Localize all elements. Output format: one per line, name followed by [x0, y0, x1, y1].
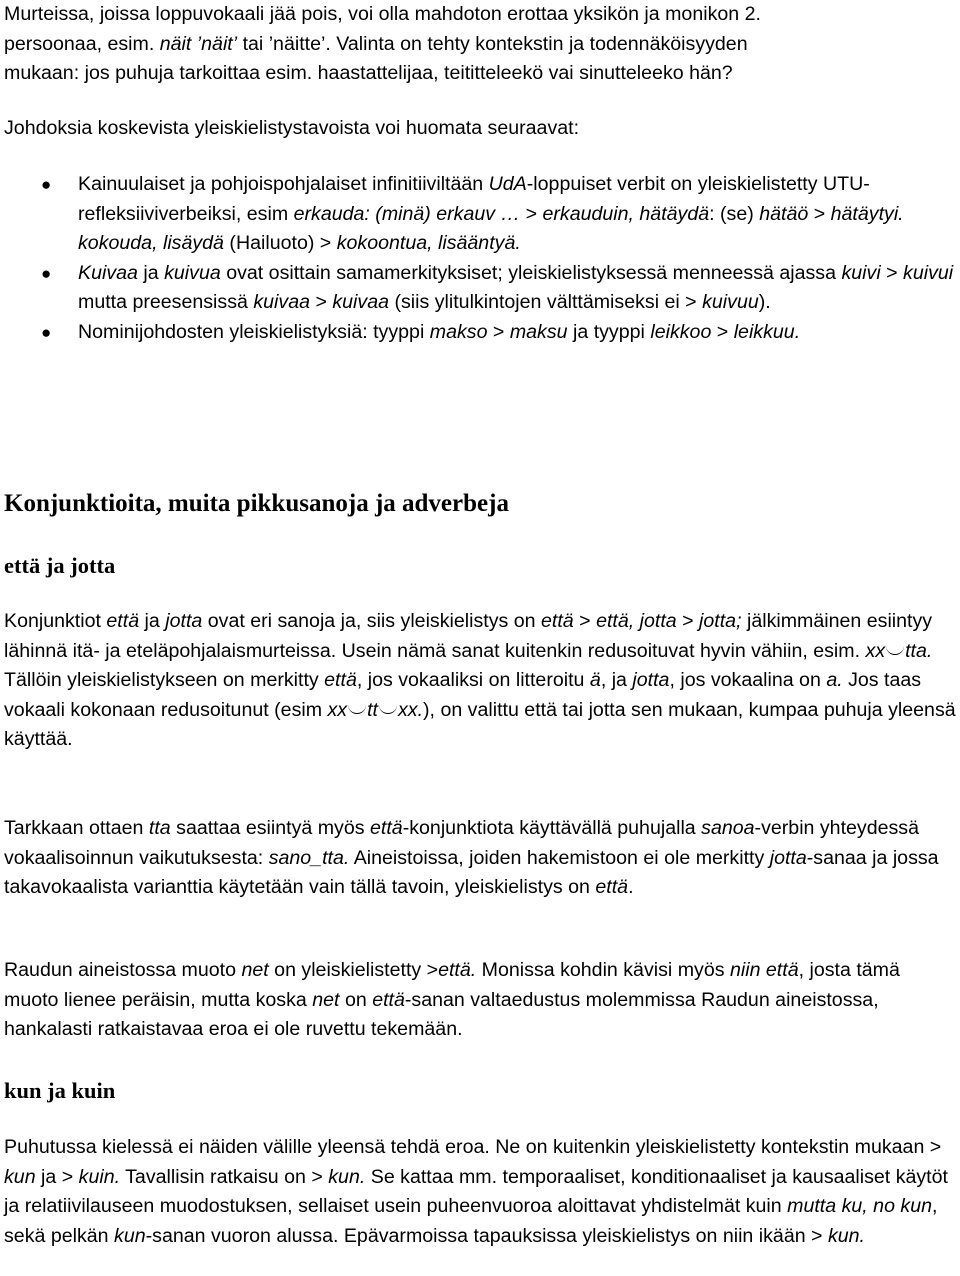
tie-mark: [379, 704, 397, 714]
paragraph-tta: Tarkkaan ottaen tta saattaa esiintyä myös että-konjunktiota käyttävällä puhujalla sanoa-verbin yhteydessä vokaalisoinnun vaikutuksesta: sano_tta. Aineistoissa, joiden hakemistoon ei ole merkitty jotta-sanaa ja jossa takavokaalista varianttia käytetään vain tällä tavoin, yleiskielistys on että.: [4, 817, 939, 899]
subsection-title-kun-kuin: kun ja kuin: [4, 1078, 116, 1103]
paragraph-etta-jotta: Konjunktiot että ja jotta ovat eri sanoja ja, siis yleiskielistys on että > että, jotta > jotta; jälkimmäinen esiintyy lähinnä itä- ja eteläpohjalaismurteissa. Usein nämä sanat kuitenkin redusoituvat hyvin vähiin, esim. xx tta. Tällöin yleiskielistykseen on merkitty että, jos vokaaliksi on litteroitu ä, ja jotta, jos vokaalina on a. Jos taas vokaali kokonaan redusoitunut (esim xx tt xx.), on valittu että tai jotta sen mukaan, kumpaa puhuja yleensä käyttää.: [4, 610, 956, 751]
derivation-intro: Johdoksia koskevista yleiskielistystavoista voi huomata seuraavat:: [4, 117, 580, 139]
derivation-bullet-list: [4, 170, 956, 348]
bullet-icon: ●: [41, 175, 52, 194]
tie-mark: [348, 704, 366, 714]
list-item: ● Kainuulaiset ja pohjoispohjalaiset infinitiiviltään UdA-loppuiset verbit on yleiskielistetty UTU-refleksiiviverbeiksi, esim erkauda: (minä) erkauv … > erkauduin, hätäydä: (se) hätäö > hätäytyi. kokouda, lisäydä (Hailuoto) > kokoontua, lisääntyä.: [4, 170, 956, 259]
list-item: ● Kuivaa ja kuivua ovat osittain samamerkityksiset; yleiskielistyksessä menneessä ajassa kuivi > kuivui mutta preesensissä kuivaa > kuivaa (siis ylitulkintojen välttämiseksi ei > kuivuu).: [4, 259, 956, 318]
subsection-title-etta-jotta: että ja jotta: [4, 553, 116, 578]
list-item: ● Nominijohdosten yleiskielistyksiä: tyyppi makso > maksu ja tyyppi leikkoo > leikkuu.: [4, 318, 956, 348]
tie-mark: [886, 645, 904, 655]
intro-paragraph: Murteissa, joissa loppuvokaali jää pois, voi olla mahdoton erottaa yksikön ja monikon 2. persoonaa, esim. näit ’näit’ tai ’näitte’. Valinta on tehty kontekstin ja todennäköisyyden mukaan: jos puhuja tarkoittaa esim. haastattelijaa, teititteleekö vai sinutteleeko hän?: [4, 3, 761, 85]
paragraph-kun-kuin: Puhutussa kielessä ei näiden välille yleensä tehdä eroa. Ne on kuitenkin yleiskielistetty kontekstin mukaan > kun ja > kuin. Tavallisin ratkaisu on > kun. Se kattaa mm. temporaaliset, konditionaaliset ja kausaaliset käytöt ja relatiivilauseen muodostuksen, sellaiset usein puheenvuoroa aloittavat yhdistelmät kuin mutta ku, no kun, sekä pelkän kun-sanan vuoron alussa. Epävarmoissa tapauksissa yleiskielistys on niin ikään > kun.: [4, 1136, 948, 1247]
bullet-icon: ●: [41, 263, 52, 283]
bullet-icon: ●: [41, 322, 52, 342]
paragraph-raudun: Raudun aineistossa muoto net on yleiskielistetty >että. Monissa kohdin kävisi myös niin että, josta tämä muoto lienee peräisin, mutta koska net on että-sanan valtaedustus molemmissa Raudun aineistossa, hankalasti ratkaistavaa eroa ei ole ruvettu tekemään.: [4, 959, 900, 1041]
section-title: Konjunktioita, muita pikkusanoja ja adverbeja: [4, 490, 509, 517]
